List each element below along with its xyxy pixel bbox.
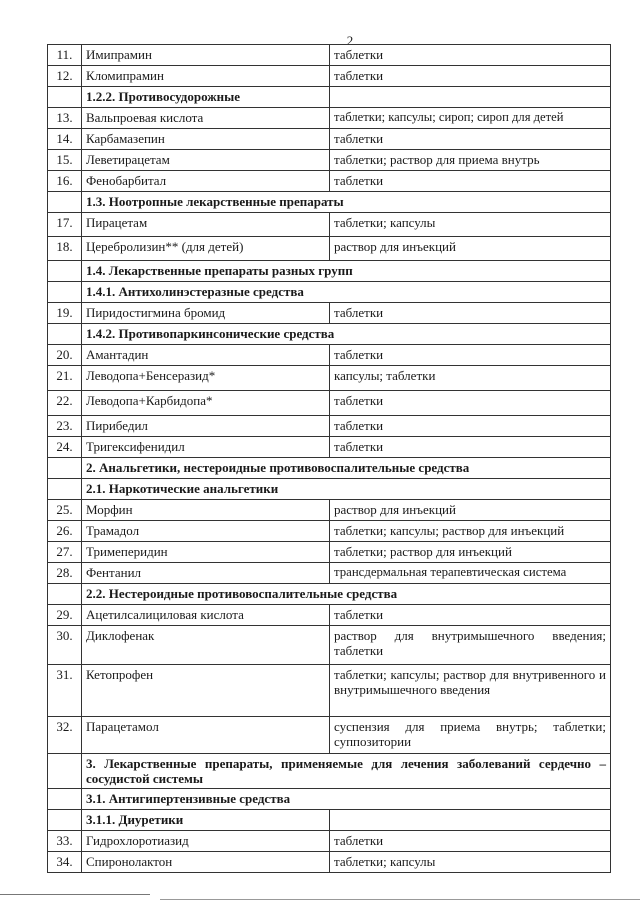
drug-name: Амантадин <box>82 345 330 366</box>
dosage-form: таблетки; капсулы; сироп; сироп для детей <box>330 108 611 129</box>
section-heading: 3.1. Антигипертензивные средства <box>82 789 611 810</box>
table-row <box>48 108 611 129</box>
section-row <box>48 479 611 500</box>
row-number: 21. <box>48 366 82 391</box>
table-row <box>48 366 611 391</box>
table-row <box>48 831 611 852</box>
section-heading: 3. Лекарственные препараты, применяемые для лечения заболеваний сердечно – сосудистой системы <box>82 754 611 789</box>
table-row <box>48 129 611 150</box>
row-number: 17. <box>48 213 82 237</box>
table-row <box>48 150 611 171</box>
row-number: 30. <box>48 626 82 665</box>
dosage-form: таблетки <box>330 416 611 437</box>
section-row <box>48 789 611 810</box>
table-row <box>48 237 611 261</box>
dosage-form: суспензия для приема внутрь; таблетки; суппозитории <box>330 717 611 754</box>
table-row <box>48 45 611 66</box>
dosage-form: таблетки <box>330 605 611 626</box>
row-number: 28. <box>48 563 82 584</box>
page-number: 2 <box>346 33 354 48</box>
dosage-form: таблетки <box>330 437 611 458</box>
table-row <box>48 563 611 584</box>
table-row <box>48 66 611 87</box>
row-number: 22. <box>48 391 82 416</box>
drug-name: Фенобарбитал <box>82 171 330 192</box>
scan-edge-line <box>160 899 640 900</box>
drug-name: Кетопрофен <box>82 665 330 717</box>
row-number: 15. <box>48 150 82 171</box>
dosage-form: таблетки <box>330 345 611 366</box>
drug-name: Морфин <box>82 500 330 521</box>
section-heading: 1.2.2. Противосудорожные <box>82 87 330 108</box>
dosage-form: таблетки <box>330 391 611 416</box>
section-heading: 2. Анальгетики, нестероидные противовоспалительные средства <box>82 458 611 479</box>
table-row <box>48 717 611 754</box>
table-row <box>48 213 611 237</box>
table-row <box>48 626 611 665</box>
table-row <box>48 171 611 192</box>
section-row <box>48 810 611 831</box>
table-row <box>48 605 611 626</box>
drug-name: Церебролизин** (для детей) <box>82 237 330 261</box>
drug-name: Пирацетам <box>82 213 330 237</box>
dosage-form: таблетки <box>330 66 611 87</box>
table-row <box>48 416 611 437</box>
row-number: 31. <box>48 665 82 717</box>
drug-name: Тримеперидин <box>82 542 330 563</box>
table-row <box>48 391 611 416</box>
drug-name: Имипрамин <box>82 45 330 66</box>
table-row <box>48 852 611 873</box>
row-number: 34. <box>48 852 82 873</box>
drug-name: Леводопа+Карбидопа* <box>82 391 330 416</box>
table-row <box>48 500 611 521</box>
drug-name: Фентанил <box>82 563 330 584</box>
row-number: 25. <box>48 500 82 521</box>
dosage-form: таблетки; капсулы; раствор для внутривенного и внутримышечного введения <box>330 665 611 717</box>
section-heading: 1.4.2. Противопаркинсонические средства <box>82 324 611 345</box>
drug-name: Вальпроевая кислота <box>82 108 330 129</box>
dosage-form: таблетки; капсулы <box>330 852 611 873</box>
section-heading: 2.2. Нестероидные противовоспалительные средства <box>82 584 611 605</box>
row-number: 33. <box>48 831 82 852</box>
section-heading: 2.1. Наркотические анальгетики <box>82 479 611 500</box>
row-number: 12. <box>48 66 82 87</box>
row-number: 13. <box>48 108 82 129</box>
table-row <box>48 345 611 366</box>
dosage-form: таблетки; капсулы; раствор для инъекций <box>330 521 611 542</box>
dosage-form: раствор для инъекций <box>330 237 611 261</box>
dosage-form: таблетки; раствор для инъекций <box>330 542 611 563</box>
dosage-form: таблетки <box>330 303 611 324</box>
row-number: 16. <box>48 171 82 192</box>
section-heading: 1.4.1. Антихолинэстеразные средства <box>82 282 611 303</box>
drug-name: Диклофенак <box>82 626 330 665</box>
row-number: 11. <box>48 45 82 66</box>
table-row <box>48 542 611 563</box>
section-row <box>48 261 611 282</box>
row-number: 32. <box>48 717 82 754</box>
row-number: 24. <box>48 437 82 458</box>
dosage-form: капсулы; таблетки <box>330 366 611 391</box>
drug-name: Спиронолактон <box>82 852 330 873</box>
section-row <box>48 87 611 108</box>
dosage-form: таблетки; раствор для приема внутрь <box>330 150 611 171</box>
row-number: 20. <box>48 345 82 366</box>
drug-name: Ацетилсалициловая кислота <box>82 605 330 626</box>
row-number: 23. <box>48 416 82 437</box>
section-row <box>48 282 611 303</box>
drug-name: Тригексифенидил <box>82 437 330 458</box>
section-row <box>48 754 611 789</box>
dosage-form: таблетки; капсулы <box>330 213 611 237</box>
table-row <box>48 303 611 324</box>
drug-name: Карбамазепин <box>82 129 330 150</box>
section-heading: 3.1.1. Диуретики <box>82 810 330 831</box>
dosage-form: таблетки <box>330 831 611 852</box>
drug-name: Трамадол <box>82 521 330 542</box>
drug-name: Пирибедил <box>82 416 330 437</box>
dosage-form: таблетки <box>330 129 611 150</box>
dosage-form: таблетки <box>330 171 611 192</box>
section-row <box>48 192 611 213</box>
table-row <box>48 665 611 717</box>
dosage-form: таблетки <box>330 45 611 66</box>
drug-name: Пиридостигмина бромид <box>82 303 330 324</box>
row-number: 18. <box>48 237 82 261</box>
dosage-form: трансдермальная терапевтическая система <box>330 563 611 584</box>
table-row <box>48 521 611 542</box>
row-number: 26. <box>48 521 82 542</box>
row-number: 29. <box>48 605 82 626</box>
section-row <box>48 324 611 345</box>
dosage-form: раствор для внутримышечного введения; таблетки <box>330 626 611 665</box>
drug-name: Парацетамол <box>82 717 330 754</box>
row-number: 27. <box>48 542 82 563</box>
dosage-form: раствор для инъекций <box>330 500 611 521</box>
drug-name: Леводопа+Бенсеразид* <box>82 366 330 391</box>
section-row <box>48 584 611 605</box>
drug-name: Кломипрамин <box>82 66 330 87</box>
section-row <box>48 458 611 479</box>
drug-table <box>47 44 611 873</box>
section-heading: 1.3. Ноотропные лекарственные препараты <box>82 192 611 213</box>
drug-name: Леветирацетам <box>82 150 330 171</box>
row-number: 14. <box>48 129 82 150</box>
table-row <box>48 437 611 458</box>
section-heading: 1.4. Лекарственные препараты разных групп <box>82 261 611 282</box>
scan-edge-line <box>0 894 150 895</box>
row-number: 19. <box>48 303 82 324</box>
drug-name: Гидрохлоротиазид <box>82 831 330 852</box>
